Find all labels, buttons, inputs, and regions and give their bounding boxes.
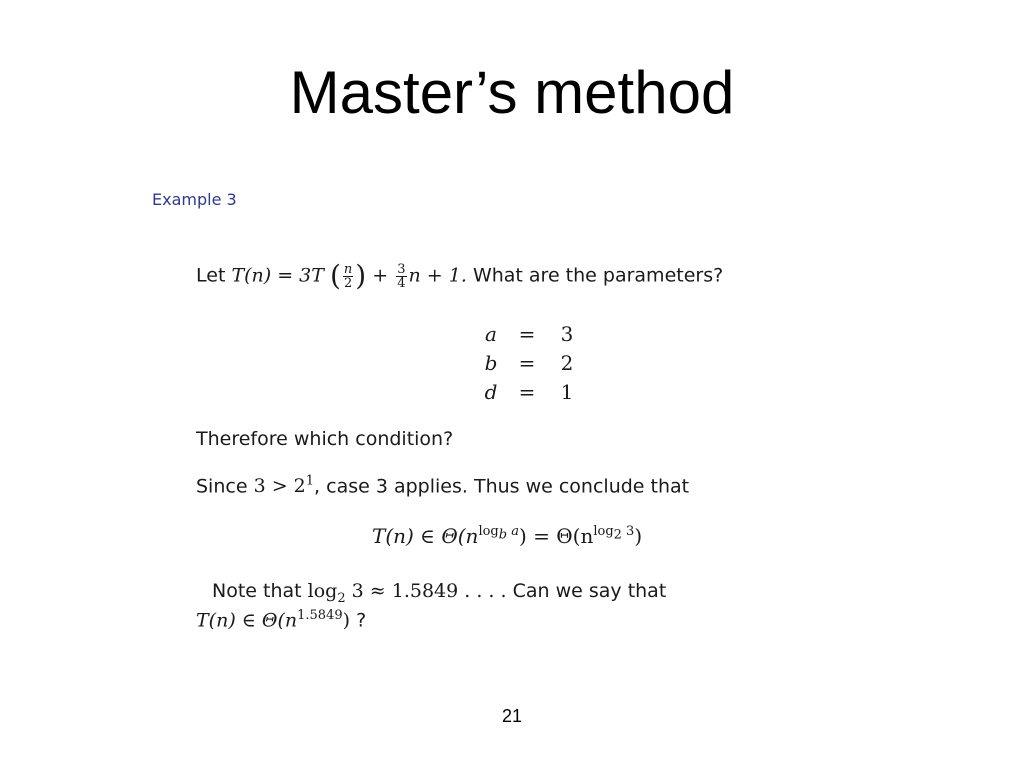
parameters-table: [480, 320, 582, 407]
result-end: ): [634, 524, 643, 548]
note-math: [307, 580, 507, 606]
fraction-n-over-2: [343, 263, 353, 290]
condition-question: Therefore which condition?: [196, 428, 454, 450]
note-value: 3 ≈ 1.5849 . . . .: [345, 580, 507, 602]
param-var: a: [485, 322, 497, 346]
recurrence-line: [196, 259, 724, 292]
frac2-numerator: 3: [397, 261, 406, 277]
note-line: [212, 580, 666, 606]
param-var: b: [484, 351, 498, 375]
frac1-numerator: n: [343, 261, 353, 277]
intro-prefix: Let: [196, 264, 226, 287]
final-question-mark: ?: [356, 609, 367, 632]
result-exponent-2: [593, 524, 635, 543]
recurrence-tail: n + 1.: [408, 264, 467, 287]
frac1-denominator: 2: [343, 275, 353, 291]
log-base: 2: [613, 527, 622, 543]
log-base: b: [498, 527, 508, 543]
param-val: 2: [560, 351, 574, 375]
since-line: [196, 474, 689, 497]
param-val: 3: [560, 322, 574, 346]
frac2-denominator: 4: [397, 275, 406, 291]
note-suffix: Can we say that: [512, 580, 667, 602]
param-eq: =: [518, 322, 536, 346]
since-suffix: , case 3 applies. Thus we conclude that: [314, 475, 690, 498]
note-log: log: [307, 580, 338, 602]
result-lhs: T(n) ∈ Θ(n: [372, 524, 479, 548]
param-var: d: [484, 380, 498, 404]
recurrence-lhs: T(n) = 3T: [231, 264, 324, 287]
since-prefix: Since: [196, 475, 248, 498]
final-question-line: [196, 608, 366, 631]
result-mid: ) = Θ(n: [518, 524, 594, 548]
fraction-3-over-4: [396, 263, 406, 290]
plus-sign: +: [372, 264, 389, 287]
log-text: log: [593, 524, 614, 540]
page-number: 21: [501, 706, 523, 726]
log-arg: a: [507, 524, 519, 540]
param-eq: =: [518, 351, 536, 375]
parameters-question: What are the parameters?: [472, 264, 724, 287]
final-lhs: T(n) ∈ Θ(n: [196, 609, 298, 632]
param-eq: =: [518, 380, 536, 404]
open-paren: (: [329, 259, 341, 292]
result-equation: [372, 524, 642, 548]
example-label: Example 3: [152, 190, 237, 209]
param-row-a: [480, 320, 582, 349]
final-exponent: 1.5849: [297, 608, 343, 623]
log-arg: 3: [621, 524, 635, 540]
slide-title: Master’s method: [289, 59, 735, 126]
final-end: ): [342, 609, 351, 632]
since-math: [254, 475, 314, 497]
note-prefix: Note that: [212, 580, 302, 602]
note-log-base: 2: [337, 590, 346, 606]
since-math-exponent: 1: [305, 474, 315, 489]
log-text: log: [478, 524, 499, 540]
result-exponent-1: [478, 524, 519, 543]
since-math-base: 3 > 2: [253, 475, 306, 498]
close-paren: ): [355, 259, 367, 292]
param-val: 1: [560, 380, 574, 404]
param-row-d: [480, 378, 582, 407]
param-row-b: [480, 349, 582, 378]
